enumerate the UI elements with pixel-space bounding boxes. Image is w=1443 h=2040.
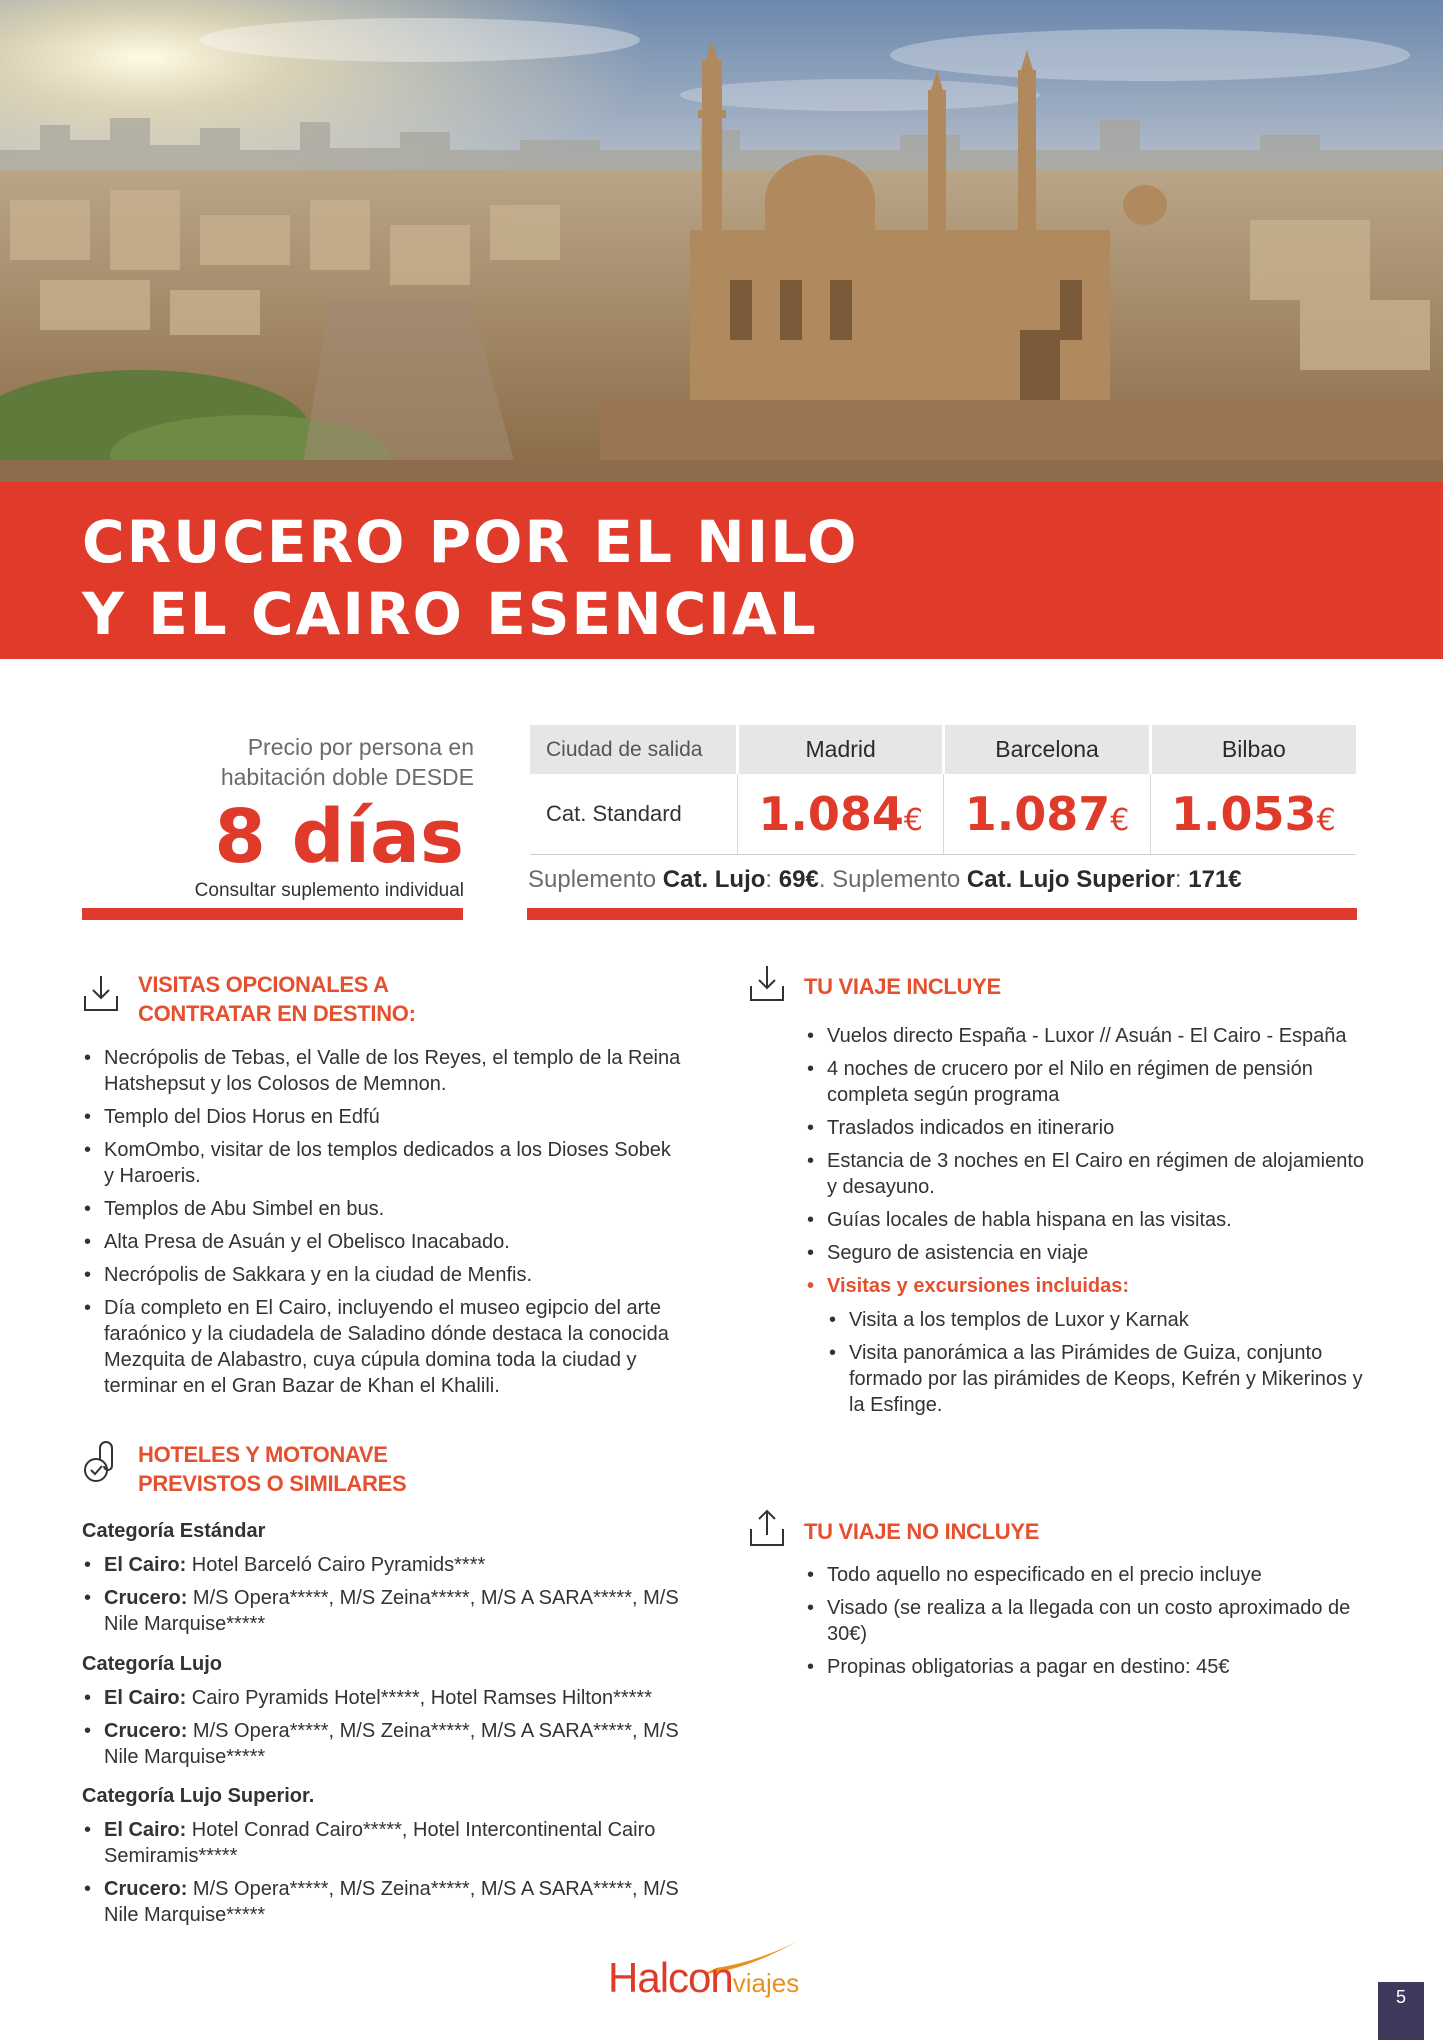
price-summary [82,732,474,902]
departure-city-header: Ciudad de salida [530,725,738,774]
title-line-1: CRUCERO POR EL NILO [82,508,859,576]
supplement-sep: : [765,866,779,893]
supplement-cat-lujo-superior: Cat. Lujo Superior [966,866,1175,893]
hotel-category-list [82,1552,702,1644]
included-excursions-title: Visitas y excursiones incluidas: [827,1275,1129,1297]
supplement-lujo-value: 69€ [778,866,819,893]
not-includes-list [805,1562,1365,1687]
page-title [82,506,858,650]
logo-wordmark [608,1954,799,2002]
hotels-title [138,1440,406,1498]
list-item [82,1817,702,1869]
hotels-title-line-2: PREVISTOS O SIMILARES [138,1471,407,1496]
item-label: El Cairo: [104,1554,187,1576]
supplement-note: Consultar suplemento individual [194,880,464,901]
currency-symbol: € [903,803,923,838]
item-label: Crucero: [104,1587,188,1609]
city-madrid: Madrid [738,725,944,774]
list-item: • Vuelos directo España - Luxor // Asuán - El Cairo - España [805,1023,1365,1049]
supplement-text: Suplemento [528,866,663,893]
price-intro [82,732,474,792]
supplement-text: . Suplemento [818,866,967,893]
not-includes-heading [748,1505,1039,1551]
price-barcelona-value: 1.087 [964,787,1111,841]
list-item [82,1685,702,1711]
list-item [82,1718,702,1770]
hotel-key-icon [82,1440,120,1486]
list-item: • Estancia de 3 noches en El Cairo en régimen de alojamiento y desayuno. [805,1148,1365,1200]
price-bilbao-value: 1.053 [1171,787,1317,841]
price-table [530,725,1356,855]
hotel-category-title: Categoría Lujo [82,1653,223,1675]
hotel-category-list [82,1817,702,1935]
list-item: • Todo aquello no especificado en el precio incluye [805,1562,1365,1588]
currency-symbol: € [1110,803,1130,838]
supplement-line [528,866,1242,894]
includes-title: TU VIAJE INCLUYE [804,974,1001,999]
list-item: • KomOmbo, visitar de los templos dedicados a los Dioses Sobek y Haroeris. [82,1137,682,1189]
supplement-lujo-superior-value: 171€ [1188,866,1242,893]
price-barcelona [944,774,1150,855]
logo-main-text: Halcon [608,1954,733,2001]
item-text: Cairo Pyramids Hotel*****, Hotel Ramses Hilton***** [186,1687,652,1709]
hotels-heading [82,1440,406,1498]
item-text: M/S Opera*****, M/S Zeina*****, M/S A SARA*****, M/S Nile Marquise***** [104,1878,679,1926]
item-text: M/S Opera*****, M/S Zeina*****, M/S A SARA*****, M/S Nile Marquise***** [104,1587,679,1635]
included-excursions [805,1273,1365,1418]
city-bilbao: Bilbao [1150,725,1356,774]
list-item: • Guías locales de habla hispana en las visitas. [805,1207,1365,1233]
price-intro-line-2: habitación doble DESDE [220,764,474,790]
title-banner [0,482,1443,659]
list-item: • Día completo en El Cairo, incluyendo el museo egipcio del arte faraónico y la ciudadela de Saladino dónde destaca la conocida Mezquita de Alabastro, cuya cúpula domina toda la ciudad y terminar en el Gran Bazar de Khan el Khalili. [82,1295,682,1399]
price-intro-line-1: Precio por persona en [247,734,474,760]
list-item: • Propinas obligatorias a pagar en destino: 45€ [805,1654,1365,1680]
city-barcelona: Barcelona [944,725,1150,774]
trip-duration: 8 días [214,794,464,880]
list-item: • Seguro de asistencia en viaje [805,1240,1365,1266]
item-label: Crucero: [104,1720,188,1742]
supplement-cat-lujo: Cat. Lujo [662,866,766,893]
hotel-category-title: Categoría Estándar [82,1520,266,1542]
included-excursions-list [827,1307,1365,1418]
list-item: • Necrópolis de Tebas, el Valle de los Reyes, el templo de la Reina Hatshepsut y los Colosos de Memnon. [82,1045,682,1097]
currency-symbol: € [1316,803,1336,838]
logo-sub-text: viajes [732,1968,800,1998]
list-item: • Alta Presa de Asuán y el Obelisco Inacabado. [82,1229,682,1255]
item-label: Crucero: [104,1878,188,1900]
download-icon [82,970,120,1016]
download-icon [748,960,786,1006]
hotels-title-line-1: HOTELES Y MOTONAVE [138,1442,388,1467]
category-standard-label: Cat. Standard [530,774,738,855]
hero-photo-cairo-skyline [0,0,1443,482]
list-item: • Visita panorámica a las Pirámides de Guiza, conjunto formado por las pirámides de Keops, Kefrén y Mikerinos y la Esfinge. [827,1340,1365,1418]
hotel-category-list [82,1685,702,1777]
divider-bar-left [82,908,463,920]
price-madrid-value: 1.084 [758,787,904,841]
optional-visits-heading [82,970,416,1028]
list-item: • Necrópolis de Sakkara y en la ciudad de Menfis. [82,1262,682,1288]
item-label: El Cairo: [104,1687,187,1709]
list-item: • 4 noches de crucero por el Nilo en régimen de pensión completa según programa [805,1056,1365,1108]
optional-visits-title [138,970,416,1028]
optional-visits-list [82,1045,682,1406]
price-madrid [738,774,944,855]
price-bilbao [1150,774,1356,855]
list-item: • Visado (se realiza a la llegada con un costo aproximado de 30€) [805,1595,1365,1647]
page-number: 5 [1378,1982,1424,2040]
list-item [82,1585,702,1637]
item-text: Hotel Barceló Cairo Pyramids**** [186,1554,486,1576]
item-text: M/S Opera*****, M/S Zeina*****, M/S A SARA*****, M/S Nile Marquise***** [104,1720,679,1768]
optional-visits-title-line-1: VISITAS OPCIONALES A [138,972,389,997]
list-item: • Templo del Dios Horus en Edfú [82,1104,682,1130]
includes-heading [748,960,1001,1006]
not-includes-title: TU VIAJE NO INCLUYE [804,1519,1040,1544]
includes-list [805,1023,1365,1425]
price-table-header-row [530,725,1356,774]
list-item: • Templos de Abu Simbel en bus. [82,1196,682,1222]
list-item: • Visita a los templos de Luxor y Karnak [827,1307,1365,1333]
item-text: Hotel Conrad Cairo*****, Hotel Intercontinental Cairo Semiramis***** [104,1819,656,1867]
optional-visits-title-line-2: CONTRATAR EN DESTINO: [138,1001,416,1026]
list-item: • Traslados indicados en itinerario [805,1115,1365,1141]
supplement-sep: : [1174,866,1189,893]
halcon-viajes-logo [608,1940,848,2010]
hotel-category-title: Categoría Lujo Superior. [82,1785,315,1807]
upload-icon [748,1505,786,1551]
title-line-2: Y EL CAIRO ESENCIAL [82,580,818,648]
item-label: El Cairo: [104,1819,187,1841]
price-table-row-standard [530,774,1356,855]
list-item [82,1552,702,1578]
list-item [82,1876,702,1928]
divider-bar-right [527,908,1357,920]
